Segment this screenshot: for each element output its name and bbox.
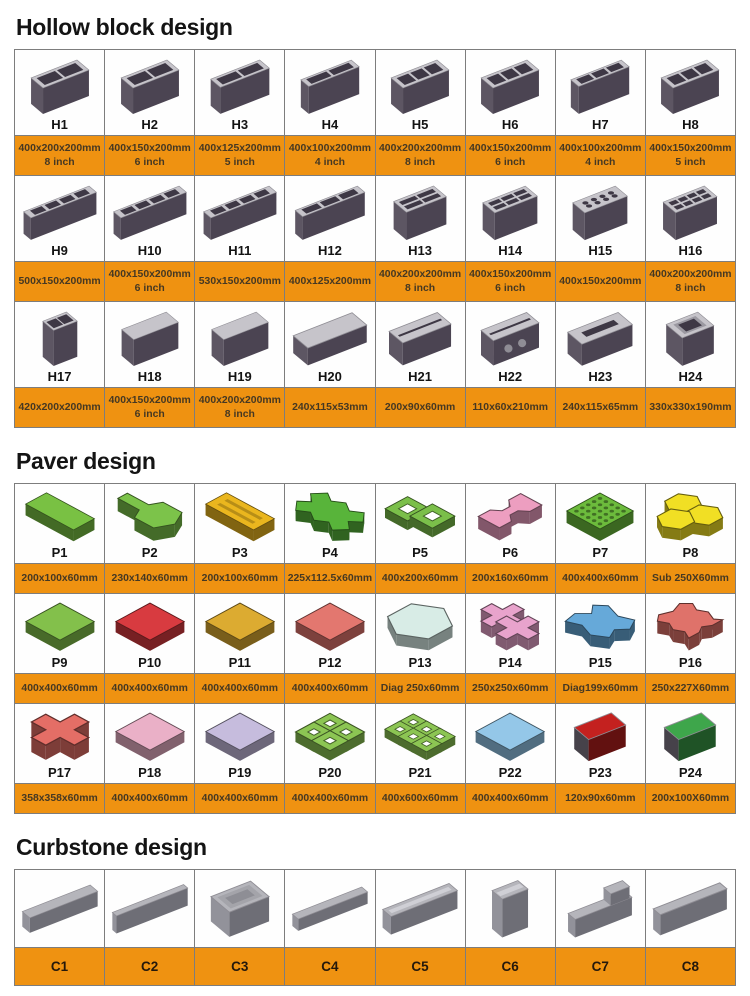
column-block-icon (650, 310, 730, 368)
item-size-H19 (195, 388, 285, 428)
catalog-cell-C7 (556, 870, 646, 948)
item-size-inch-text: 4 inch (314, 156, 345, 168)
item-id-label: P4 (321, 544, 338, 560)
item-id-label: C3 (231, 959, 249, 974)
paver-square-tile-icon (112, 600, 188, 654)
item-id-label: H2 (141, 116, 158, 132)
section-title-paver: Paver design (16, 448, 156, 474)
item-size-H11 (195, 262, 285, 302)
item-size-text: 400x150x200mm (108, 394, 191, 406)
catalog-cell-H23 (556, 302, 646, 388)
hollow-block-2-holes-tall-icon (20, 310, 100, 368)
item-size-text: 400x125x200mm (198, 142, 281, 154)
item-size-text: 250x250x60mm (472, 682, 549, 694)
item-size-text: 400x200x60mm (381, 572, 459, 584)
item-size-text: 400x200x200mm (379, 268, 462, 280)
item-id-label: P14 (498, 654, 522, 670)
item-id-label: P10 (138, 654, 162, 670)
item-id-label: H9 (51, 242, 68, 258)
item-size-P4 (285, 564, 375, 594)
item-size-H8 (646, 136, 736, 176)
catalog-cell-C5 (376, 870, 466, 948)
item-size-text: 500x150x200mm (18, 275, 101, 287)
catalog-cell-H2 (105, 50, 195, 136)
item-size-text: 120x90x60mm (565, 792, 636, 804)
item-size-text: 200x100x60mm (21, 572, 98, 584)
catalog-cell-H10 (105, 176, 195, 262)
item-id-label: P7 (592, 544, 609, 560)
hollow-block-4-holes-long-icon (200, 184, 280, 242)
item-id-label: H10 (137, 242, 162, 258)
item-size-inch-text: 6 inch (134, 408, 165, 420)
item-id-label: P24 (678, 764, 702, 780)
catalog-cell-P15 (556, 594, 646, 674)
catalog-cell-P1 (15, 484, 105, 564)
paver-square-tile-icon (22, 600, 98, 654)
item-size-inch-text: 8 inch (44, 156, 75, 168)
catalog-cell-H5 (376, 50, 466, 136)
catalog-cell-H17 (15, 302, 105, 388)
item-id-label: H20 (318, 368, 342, 384)
paver-brick-icon (652, 710, 728, 764)
hollow-block-table (14, 49, 736, 428)
catalog-cell-H20 (285, 302, 375, 388)
item-size-P3 (195, 564, 285, 594)
item-size-H5 (376, 136, 466, 176)
item-size-H23 (556, 388, 646, 428)
paver-square-tile-icon (112, 710, 188, 764)
catalog-cell-P6 (466, 484, 556, 564)
curb-label-C2 (105, 948, 195, 986)
solid-block-icon (110, 310, 190, 368)
catalog-cell-H21 (376, 302, 466, 388)
paver-cross-icon (22, 710, 98, 764)
hollow-block-2-holes-slim-icon (290, 58, 370, 116)
paver-square-tile-icon (202, 600, 278, 654)
item-id-label: C6 (501, 959, 519, 974)
item-size-text: Sub 250X60mm (652, 572, 729, 584)
item-size-P8 (646, 564, 736, 594)
catalog-cell-H8 (646, 50, 736, 136)
item-size-P16 (646, 674, 736, 704)
item-size-P24 (646, 784, 736, 814)
item-id-label: P6 (502, 544, 519, 560)
hollow-block-interlock-icon (290, 184, 370, 242)
paver-hexagon-icon (382, 600, 458, 654)
slot-block-icon (560, 310, 640, 368)
catalog-cell-H14 (466, 176, 556, 262)
item-id-label: P5 (412, 544, 429, 560)
item-size-text: 240x115x65mm (562, 401, 639, 413)
item-size-H9 (15, 262, 105, 302)
item-id-label: P12 (318, 654, 342, 670)
item-size-inch-text: 8 inch (405, 282, 436, 294)
item-id-label: H19 (227, 368, 252, 384)
paver-dogbone-icon (472, 490, 548, 544)
curb-thin-slab-icon (110, 878, 190, 940)
item-size-H7 (556, 136, 646, 176)
item-size-text: 400x150x200mm (559, 275, 642, 287)
item-size-text: 400x400x60mm (562, 572, 639, 584)
item-size-P19 (195, 784, 285, 814)
paver-wave-icon (562, 600, 638, 654)
item-id-label: P17 (47, 764, 72, 780)
catalog-cell-P16 (646, 594, 736, 674)
item-size-P22 (466, 784, 556, 814)
item-size-P23 (556, 784, 646, 814)
item-size-text: 400x400x60mm (111, 792, 188, 804)
item-id-label: H24 (678, 368, 703, 384)
item-size-text: 230x140x60mm (111, 572, 188, 584)
paver-square-tile-icon (202, 710, 278, 764)
curb-gutter-icon (200, 878, 280, 940)
catalog-cell-P9 (15, 594, 105, 674)
catalog-cell-P2 (105, 484, 195, 564)
item-id-label: P23 (588, 764, 612, 780)
item-id-label: H13 (408, 242, 432, 258)
item-size-H22 (466, 388, 556, 428)
item-size-text: 400x200x200mm (198, 394, 281, 406)
curb-angled-icon (20, 878, 100, 940)
paver-notched-square-icon (652, 600, 728, 654)
curb-label-C4 (285, 948, 375, 986)
paver-brick-icon (562, 710, 638, 764)
catalog-cell-P22 (466, 704, 556, 784)
item-id-label: H18 (137, 368, 162, 384)
catalog-cell-P14 (466, 594, 556, 674)
item-size-P2 (105, 564, 195, 594)
item-size-text: Diag199x60mm (562, 682, 639, 694)
item-id-label: C7 (591, 959, 609, 974)
paver-zigzag-icon (292, 490, 368, 544)
catalog-cell-C1 (15, 870, 105, 948)
hollow-block-4-holes-grid-icon (380, 184, 460, 242)
paver-double-x-icon (472, 600, 548, 654)
catalog-cell-P23 (556, 704, 646, 784)
item-id-label: P11 (228, 654, 252, 670)
paver-knot-small-icon (292, 710, 368, 764)
catalog-cell-P18 (105, 704, 195, 784)
item-id-label: P15 (588, 654, 612, 670)
item-size-inch-text: 6 inch (495, 282, 526, 294)
catalog-cell-C6 (466, 870, 556, 948)
item-size-text: 200x160x60mm (472, 572, 549, 584)
item-size-text: 530x150x200mm (198, 275, 281, 287)
item-id-label: H5 (411, 116, 429, 132)
catalog-cell-H22 (466, 302, 556, 388)
item-size-text: 240x115x53mm (292, 401, 368, 413)
item-id-label: P2 (141, 544, 158, 560)
item-size-text: 400x150x200mm (649, 142, 732, 154)
catalog-cell-P21 (376, 704, 466, 784)
item-size-P18 (105, 784, 195, 814)
item-size-H4 (285, 136, 375, 176)
item-size-H18 (105, 388, 195, 428)
catalog-cell-H15 (556, 176, 646, 262)
curb-long-low-icon (290, 878, 370, 940)
curb-label-C8 (646, 948, 736, 986)
item-size-inch-text: 5 inch (675, 156, 706, 168)
curb-label-C1 (15, 948, 105, 986)
item-size-P12 (285, 674, 375, 704)
product-catalog-page (0, 14, 750, 996)
item-size-P7 (556, 564, 646, 594)
item-id-label: H6 (501, 116, 519, 132)
item-size-P9 (15, 674, 105, 704)
paver-ridged-rect-icon (202, 490, 278, 544)
item-size-P1 (15, 564, 105, 594)
catalog-cell-H3 (195, 50, 285, 136)
item-id-label: C8 (681, 959, 700, 974)
item-id-label: P20 (318, 764, 342, 780)
catalog-cell-C3 (195, 870, 285, 948)
paver-square-tile-icon (472, 710, 548, 764)
paver-square-tile-icon (292, 600, 368, 654)
paver-dotted-square-icon (562, 490, 638, 544)
item-id-label: C4 (321, 959, 339, 974)
catalog-cell-P10 (105, 594, 195, 674)
item-id-label: H17 (47, 368, 72, 384)
hollow-block-4-holes-long-icon (20, 184, 100, 242)
paver-tri-hex-icon (652, 490, 728, 544)
item-size-P17 (15, 784, 105, 814)
item-size-H13 (376, 262, 466, 302)
item-size-inch-text: 6 inch (134, 156, 165, 168)
curb-stepped-icon (560, 878, 640, 940)
item-size-text: 200x100X60mm (651, 792, 730, 804)
item-id-label: H11 (228, 242, 252, 258)
item-size-H14 (466, 262, 556, 302)
item-size-text: 358x358x60mm (21, 792, 98, 804)
item-size-H10 (105, 262, 195, 302)
catalog-cell-C8 (646, 870, 736, 948)
item-size-text: 400x400x60mm (472, 792, 549, 804)
catalog-cell-P5 (376, 484, 466, 564)
item-id-label: H1 (51, 116, 68, 132)
item-id-label: H12 (318, 242, 342, 258)
item-id-label: H16 (678, 242, 703, 258)
catalog-cell-C4 (285, 870, 375, 948)
catalog-cell-H11 (195, 176, 285, 262)
item-size-text: 400x200x200mm (649, 268, 732, 280)
hollow-block-3-holes-icon (380, 58, 460, 116)
item-size-text: 400x400x60mm (201, 792, 278, 804)
paver-rect-icon (22, 490, 98, 544)
item-id-label: H3 (231, 116, 249, 132)
catalog-cell-P7 (556, 484, 646, 564)
item-size-text: 400x400x60mm (201, 682, 278, 694)
catalog-cell-P8 (646, 484, 736, 564)
paver-knot-wide-icon (382, 710, 458, 764)
catalog-cell-P12 (285, 594, 375, 674)
catalog-cell-H18 (105, 302, 195, 388)
catalog-cell-P24 (646, 704, 736, 784)
catalog-cell-P3 (195, 484, 285, 564)
catalog-cell-C2 (105, 870, 195, 948)
item-size-H12 (285, 262, 375, 302)
item-size-P5 (376, 564, 466, 594)
item-id-label: H8 (682, 116, 699, 132)
item-size-text: 250x227X60mm (651, 682, 730, 694)
item-size-text: 400x150x200mm (469, 268, 552, 280)
curb-label-C3 (195, 948, 285, 986)
item-id-label: C5 (411, 959, 429, 974)
item-id-label: C1 (50, 959, 69, 974)
item-size-P11 (195, 674, 285, 704)
item-id-label: H22 (498, 368, 523, 384)
item-id-label: P9 (51, 654, 68, 670)
item-id-label: P21 (408, 764, 432, 780)
item-id-label: P22 (498, 764, 522, 780)
item-size-inch-text: 6 inch (495, 156, 526, 168)
item-size-H15 (556, 262, 646, 302)
item-size-text: 400x400x60mm (21, 682, 98, 694)
section-title-hollow-block: Hollow block design (16, 14, 233, 40)
solid-block-icon (200, 310, 280, 368)
item-size-H20 (285, 388, 375, 428)
item-size-text: Diag 250x60mm (380, 682, 460, 694)
catalog-cell-P11 (195, 594, 285, 674)
item-id-label: P3 (231, 544, 248, 560)
item-size-H16 (646, 262, 736, 302)
item-size-inch-text: 6 inch (134, 282, 165, 294)
item-size-text: 400x400x60mm (291, 792, 369, 804)
item-size-text: 225x112.5x60mm (287, 572, 373, 584)
item-size-P14 (466, 674, 556, 704)
hollow-block-2-holes-thin-icon (200, 58, 280, 116)
item-size-text: 200x90x60mm (384, 401, 456, 413)
item-id-label: P18 (138, 764, 162, 780)
hollow-block-3-holes-slim-icon (560, 58, 640, 116)
groove-block-round-holes-icon (470, 310, 550, 368)
item-id-label: C2 (141, 959, 159, 974)
item-id-label: P16 (678, 654, 702, 670)
item-id-label: H15 (588, 242, 613, 258)
hollow-block-3-holes-icon (470, 58, 550, 116)
item-size-text: 400x150x200mm (469, 142, 552, 154)
item-size-text: 400x600x60mm (381, 792, 459, 804)
catalog-cell-P4 (285, 484, 375, 564)
section-title-curbstone: Curbstone design (16, 834, 207, 860)
item-id-label: H21 (408, 368, 432, 384)
item-size-text: 330x330x190mm (649, 401, 732, 413)
item-size-text: 400x125x200mm (288, 275, 371, 287)
item-id-label: P13 (408, 654, 432, 670)
curb-beveled-icon (380, 878, 460, 940)
item-size-H17 (15, 388, 105, 428)
catalog-cell-P13 (376, 594, 466, 674)
item-size-text: 400x400x60mm (111, 682, 188, 694)
item-id-label: H14 (498, 242, 523, 258)
item-size-inch-text: 8 inch (675, 282, 706, 294)
item-size-H3 (195, 136, 285, 176)
item-size-H6 (466, 136, 556, 176)
item-size-text: 400x200x200mm (379, 142, 462, 154)
curb-slant-icon (650, 878, 730, 940)
item-size-P20 (285, 784, 375, 814)
catalog-cell-H13 (376, 176, 466, 262)
item-id-label: H23 (588, 368, 613, 384)
paver-table (14, 483, 736, 814)
catalog-cell-H16 (646, 176, 736, 262)
catalog-cell-H24 (646, 302, 736, 388)
item-size-P6 (466, 564, 556, 594)
item-size-inch-text: 5 inch (224, 156, 255, 168)
item-size-text: 200x100x60mm (201, 572, 278, 584)
curb-tall-curved-icon (470, 878, 550, 940)
item-size-H2 (105, 136, 195, 176)
item-size-text: 400x100x200mm (559, 142, 642, 154)
item-id-label: P8 (682, 544, 699, 560)
item-size-P13 (376, 674, 466, 704)
catalog-cell-H9 (15, 176, 105, 262)
item-size-inch-text: 8 inch (405, 156, 436, 168)
item-size-inch-text: 4 inch (585, 156, 616, 168)
item-size-text: 110x60x210mm (472, 401, 549, 413)
hollow-block-6-holes-icon (470, 184, 550, 242)
item-size-H21 (376, 388, 466, 428)
groove-block-icon (380, 310, 460, 368)
item-id-label: P1 (51, 544, 68, 560)
curb-label-C6 (466, 948, 556, 986)
item-size-H24 (646, 388, 736, 428)
item-size-text: 400x150x200mm (108, 268, 191, 280)
hollow-block-2-holes-icon (110, 58, 190, 116)
item-size-P10 (105, 674, 195, 704)
paver-hex-rect-icon (112, 490, 188, 544)
hollow-block-2-holes-icon (20, 58, 100, 116)
catalog-cell-H7 (556, 50, 646, 136)
item-size-P15 (556, 674, 646, 704)
catalog-cell-H19 (195, 302, 285, 388)
catalog-cell-P20 (285, 704, 375, 784)
item-size-H1 (15, 136, 105, 176)
hollow-block-8-holes-icon (650, 184, 730, 242)
catalog-cell-P19 (195, 704, 285, 784)
hollow-block-8-round-holes-icon (560, 184, 640, 242)
item-size-text: 400x150x200mm (108, 142, 191, 154)
item-size-text: 400x400x60mm (291, 682, 369, 694)
item-id-label: P19 (228, 764, 252, 780)
item-size-P21 (376, 784, 466, 814)
catalog-cell-P17 (15, 704, 105, 784)
item-size-inch-text: 8 inch (224, 408, 255, 420)
curbstone-table (14, 869, 736, 986)
item-size-text: 420x200x200mm (18, 401, 101, 413)
curb-label-C7 (556, 948, 646, 986)
curb-label-C5 (376, 948, 466, 986)
paver-double-ring-icon (382, 490, 458, 544)
solid-brick-icon (290, 310, 370, 368)
item-id-label: H7 (592, 116, 609, 132)
catalog-cell-H6 (466, 50, 556, 136)
hollow-block-3-holes-icon (650, 58, 730, 116)
item-size-text: 400x200x200mm (18, 142, 101, 154)
catalog-cell-H12 (285, 176, 375, 262)
catalog-cell-H4 (285, 50, 375, 136)
item-id-label: H4 (321, 116, 339, 132)
item-size-text: 400x100x200mm (288, 142, 371, 154)
hollow-block-4-holes-long-icon (110, 184, 190, 242)
catalog-cell-H1 (15, 50, 105, 136)
